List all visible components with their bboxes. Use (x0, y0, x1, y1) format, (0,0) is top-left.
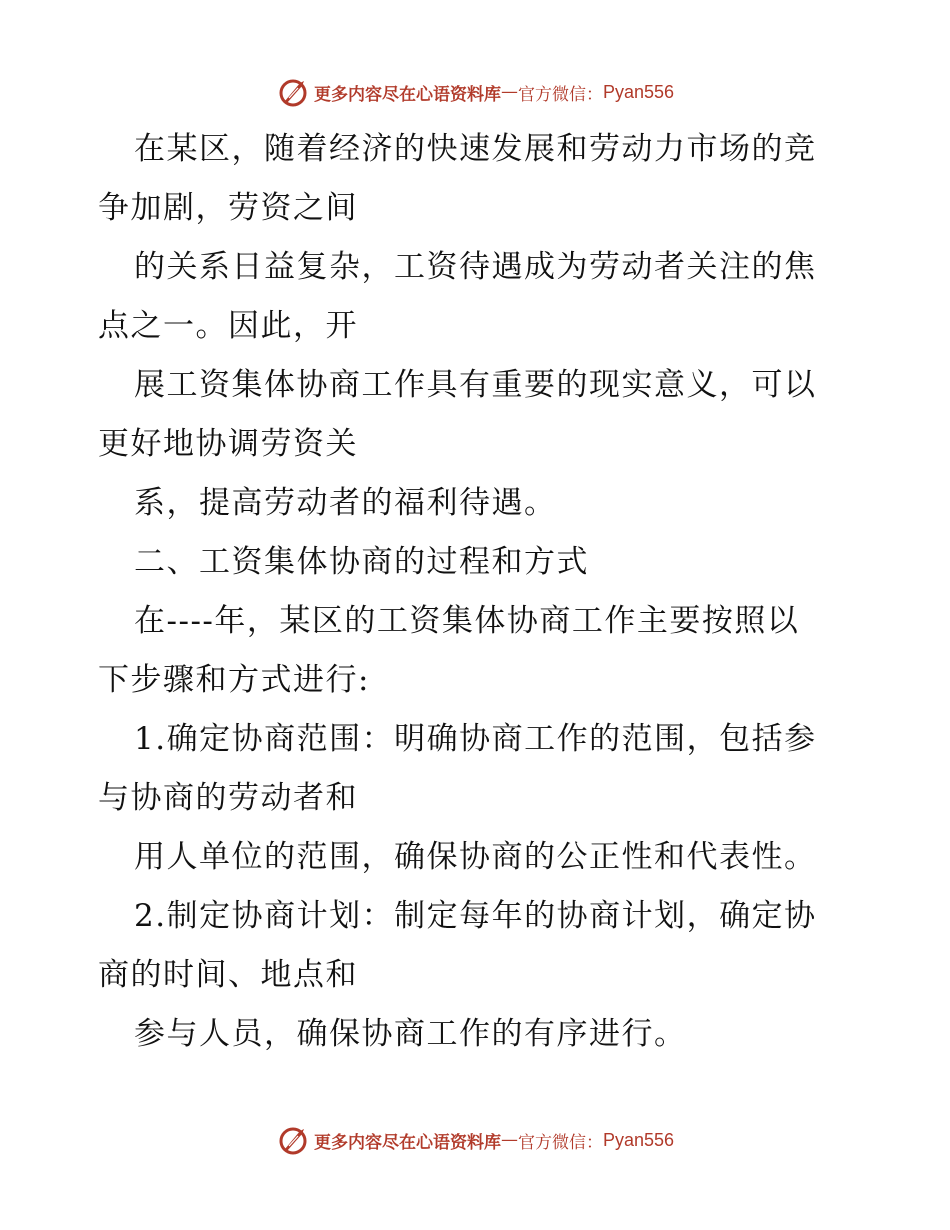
header-watermark (0, 72, 950, 112)
paragraph-line: 点之一。因此，开 (98, 308, 358, 344)
list-item-line: 1.确定协商范围：明确协商工作的范围，包括参 (134, 721, 817, 757)
watermark-official-label: 官方微信： (517, 84, 603, 105)
quill-pen-icon (276, 1123, 310, 1157)
list-item-line: 用人单位的范围，确保协商的公正性和代表性。 (134, 839, 817, 875)
list-item-line: 与协商的劳动者和 (98, 780, 358, 816)
paragraph-line: 在----年，某区的工资集体协商工作主要按照以 (134, 603, 800, 639)
paragraph-line: 争加剧，劳资之间 (98, 190, 358, 226)
paragraph-line: 的关系日益复杂，工资待遇成为劳动者关注的焦 (134, 249, 817, 285)
footer-watermark (0, 1120, 950, 1160)
paragraph-line: 下步骤和方式进行: (98, 662, 370, 698)
watermark-wechat-id: Pyan556 (602, 1129, 675, 1150)
paragraph-line: 在某区，随着经济的快速发展和劳动力市场的竞 (134, 131, 817, 167)
quill-pen-icon (276, 75, 310, 109)
paragraph-line: 更好地协调劳资关 (98, 426, 358, 462)
watermark-text: 更多内容尽在心语资料库 (313, 84, 501, 105)
watermark-official-label: 官方微信： (517, 1132, 603, 1153)
watermark-dash: — (500, 1130, 518, 1150)
watermark-text: 更多内容尽在心语资料库 (313, 1132, 501, 1153)
paragraph-line: 展工资集体协商工作具有重要的现实意义，可以 (134, 367, 817, 403)
list-item-line: 2.制定协商计划：制定每年的协商计划，确定协 (134, 898, 817, 934)
paragraph-line: 系，提高劳动者的福利待遇。 (134, 485, 557, 521)
watermark-dash: — (500, 82, 518, 102)
section-heading: 二、工资集体协商的过程和方式 (134, 544, 589, 580)
watermark-wechat-id: Pyan556 (602, 81, 675, 102)
list-item-line: 商的时间、地点和 (98, 957, 358, 993)
document-body (98, 120, 858, 1064)
list-item-line: 参与人员，确保协商工作的有序进行。 (134, 1016, 687, 1052)
